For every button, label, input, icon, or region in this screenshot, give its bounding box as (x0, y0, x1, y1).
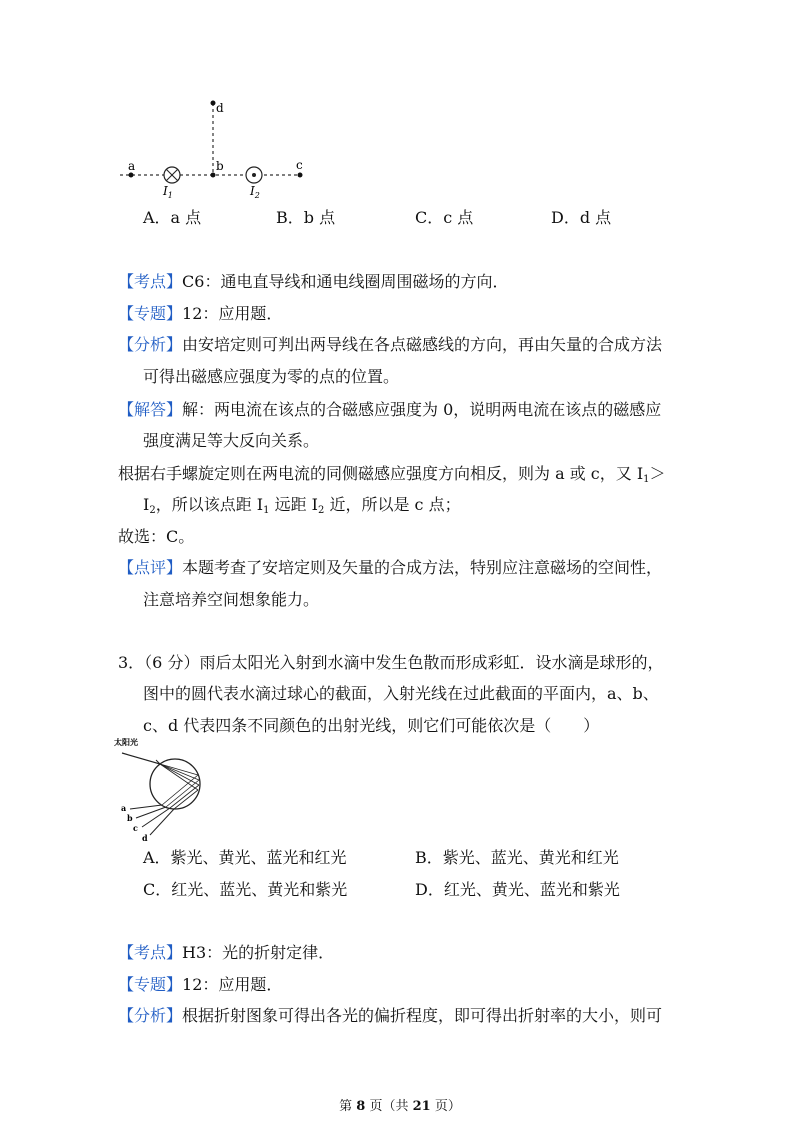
current-out-of-page-icon (246, 167, 262, 183)
jieda-tag: 【解答】 (118, 400, 183, 419)
fenxi-text: 由安培定则可判出两导线在各点磁感线的方向，再由矢量的合成方法 (182, 335, 663, 354)
page-footer: 第 8 页（共 21 页） (339, 1099, 461, 1114)
q3-zhuanti (118, 975, 282, 995)
q2-fenxi-cont: 可得出磁感应强度为零的点的位置。 (143, 367, 400, 386)
fenxi-tag: 【分析】 (118, 335, 183, 354)
q2-option-c: C．c 点 (415, 208, 474, 227)
kaodian-tag: 【考点】 (118, 943, 183, 962)
q2-dianping-cont: 注意培养空间想象能力。 (143, 590, 320, 609)
q2-option-a: A．a 点 (143, 208, 202, 227)
point-a-label: a (128, 159, 136, 173)
kaodian-text: C6：通电直导线和通电线圈周围磁场的方向． (182, 272, 509, 291)
point-b-label: b (216, 159, 224, 173)
ray-a-label: a (121, 803, 127, 813)
q3-stem-2: 图中的圆代表水滴过球心的截面，入射光线在过此截面的平面内，a、b、 (143, 684, 659, 703)
q2-wire-figure (115, 95, 315, 205)
q2-option-d: D．d 点 (551, 208, 612, 227)
dianping-tag: 【点评】 (118, 558, 183, 577)
point-c-label: c (296, 158, 303, 172)
current-i2-label: $I_2$ (250, 184, 260, 200)
page-total: 21 (412, 1099, 431, 1114)
jieda-text: 解：两电流在该点的合磁感应强度为 0，说明两电流在该点的磁感应 (182, 400, 662, 419)
kaodian-text: H3：光的折射定律． (182, 943, 335, 962)
current-into-page-icon (164, 167, 180, 183)
q3-option-c: C．红光、蓝光、黄光和紫光 (143, 880, 348, 899)
q3-option-a: A．紫光、黄光、蓝光和红光 (143, 848, 347, 867)
q3-option-b: B．紫光、蓝光、黄光和红光 (415, 848, 619, 867)
dianping-text: 本题考查了安培定则及矢量的合成方法，特别应注意磁场的空间性， (182, 558, 663, 577)
q2-dianping (118, 558, 662, 578)
sunlight-label: 太阳光 (114, 737, 138, 747)
q2-option-b: B．b 点 (276, 208, 336, 227)
q3-fenxi (118, 1006, 662, 1026)
q2-kaodian (118, 272, 508, 292)
q2-body-2: $I_2$，所以该点距 $I_1$ 远距 $I_2$ 近，所以是 c 点； (143, 495, 461, 516)
q2-zhuanti (118, 304, 282, 324)
current-i1-label: $I_1$ (163, 184, 173, 200)
q2-answer: 故选：C。 (118, 527, 195, 546)
ray-b-label: b (127, 813, 133, 823)
q2-jieda-cont: 强度满足等大反向关系。 (143, 431, 320, 450)
ray-d-label: d (142, 833, 148, 843)
zhuanti-tag: 【专题】 (118, 304, 183, 323)
kaodian-tag: 【考点】 (118, 272, 183, 291)
zhuanti-text: 12：应用题． (182, 975, 283, 994)
q3-stem-1: 3．（6 分）雨后太阳光入射到水滴中发生色散而形成彩虹．设水滴是球形的， (118, 653, 664, 672)
fenxi-tag: 【分析】 (118, 1006, 183, 1025)
raindrop-figure (112, 735, 212, 843)
ray-c-label: c (133, 823, 138, 833)
page-number: 8 (356, 1099, 366, 1114)
q2-body-1: 根据右手螺旋定则在两电流的同侧磁感应强度方向相反，则为 a 或 c，又 $I_1>$ (118, 464, 666, 485)
zhuanti-text: 12：应用题． (182, 304, 283, 323)
point-d-label: d (216, 101, 224, 115)
q3-option-d: D．红光、黄光、蓝光和紫光 (415, 880, 620, 899)
q3-kaodian (118, 943, 334, 963)
q2-fenxi (118, 335, 662, 355)
zhuanti-tag: 【专题】 (118, 975, 183, 994)
fenxi-text: 根据折射图象可得出各光的偏折程度，即可得出折射率的大小，则可 (182, 1006, 663, 1025)
q3-stem-3: c、d 代表四条不同颜色的出射光线，则它们可能依次是（ ） (143, 716, 600, 735)
q2-jieda (118, 400, 661, 420)
